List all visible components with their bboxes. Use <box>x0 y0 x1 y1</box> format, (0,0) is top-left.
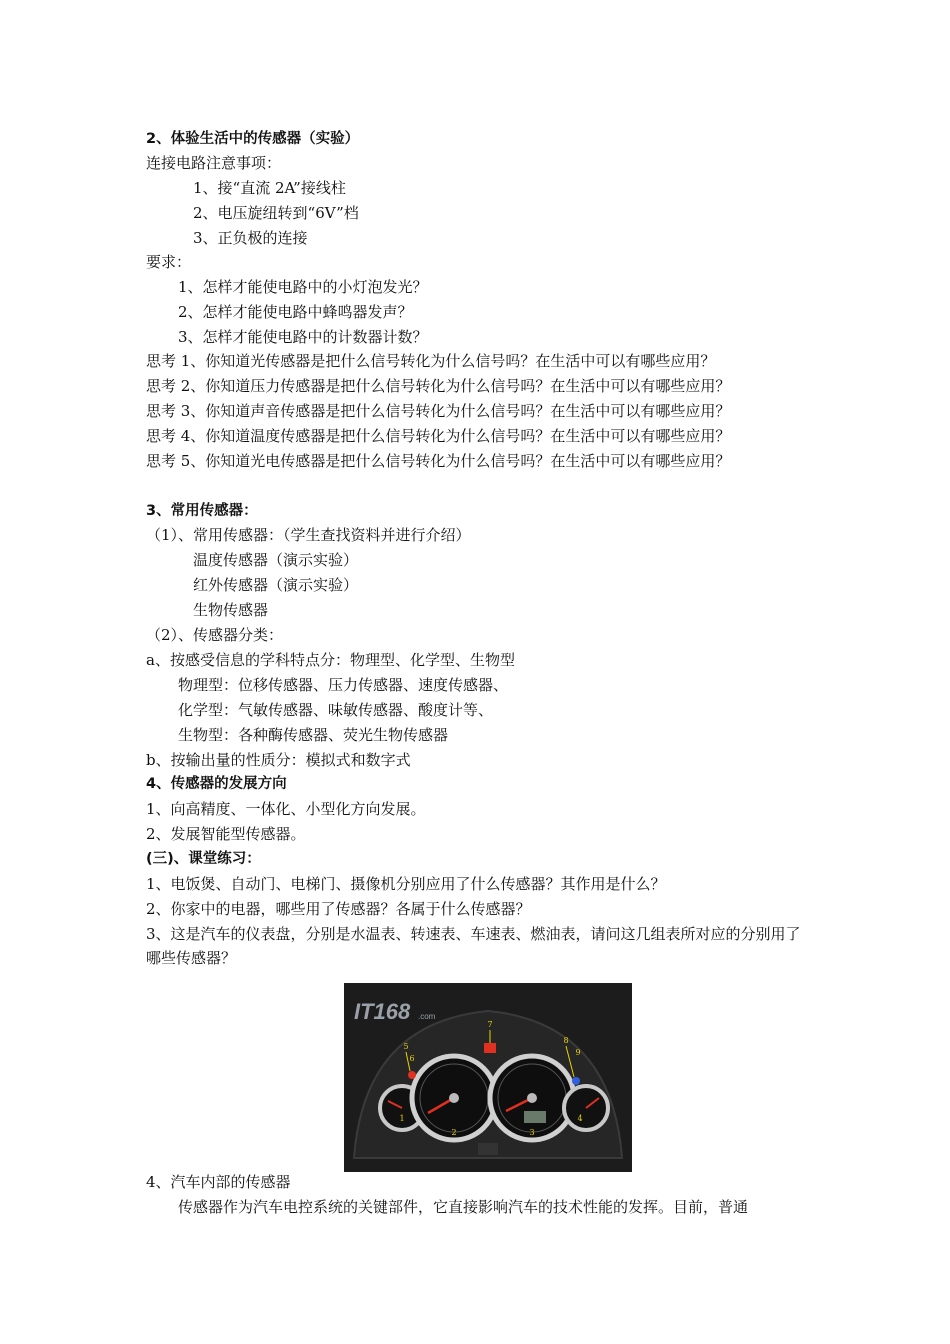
figure-label: 8 <box>563 1036 569 1045</box>
sensor-item: 红外传感器（演示实验） <box>193 576 359 594</box>
dashboard-stub <box>478 1143 498 1155</box>
indicator-light <box>408 1071 416 1079</box>
think-question: 思考 1、你知道光传感器是把什么信号转化为什么信号吗？在生活中可以有哪些应用？ <box>146 352 716 370</box>
exercise-heading: (三)、课堂练习： <box>146 851 261 867</box>
notice-item: 1、接“直流 2A”接线柱 <box>193 179 346 197</box>
section-3-heading: 3、常用传感器： <box>146 503 258 519</box>
think-question: 思考 3、你知道声音传感器是把什么信号转化为什么信号吗？在生活中可以有哪些应用？ <box>146 402 731 420</box>
classification-item: 化学型：气敏传感器、味敏传感器、酸度计等、 <box>178 701 494 719</box>
notice-label: 连接电路注意事项： <box>146 154 282 172</box>
classification-b: b、按输出量的性质分：模拟式和数字式 <box>146 751 411 769</box>
paragraph: 传感器作为汽车电控系统的关键部件，它直接影响汽车的技术性能的发挥。目前，普通 <box>178 1198 749 1216</box>
direction-item: 1、向高精度、一体化、小型化方向发展。 <box>146 800 426 818</box>
sensor-item: 生物传感器 <box>193 601 269 619</box>
section-6-heading: 4、汽车内部的传感器 <box>146 1173 291 1191</box>
direction-item: 2、发展智能型传感器。 <box>146 825 306 843</box>
requirement-item: 1、怎样才能使电路中的小灯泡发光？ <box>178 278 428 296</box>
figure-label: 6 <box>409 1054 415 1063</box>
watermark-sub: .com <box>418 1012 436 1021</box>
exercise-question: 3、这是汽车的仪表盘，分别是水温表、转速表、车速表、燃油表，请问这几组表所对应的分别用了哪些传感器？ <box>146 925 801 967</box>
figure-label: 7 <box>487 1020 493 1029</box>
requirement-item: 3、怎样才能使电路中的计数器计数？ <box>178 328 428 346</box>
think-question: 思考 5、你知道光电传感器是把什么信号转化为什么信号吗？在生活中可以有哪些应用？ <box>146 452 731 470</box>
odometer-display <box>524 1111 546 1123</box>
notice-item: 2、电压旋纽转到“6V”档 <box>193 204 359 222</box>
exercise-question: 1、电饭煲、自动门、电梯门、摄像机分别应用了什么传感器？其作用是什么？ <box>146 875 666 893</box>
notice-item: 3、正负极的连接 <box>193 229 308 247</box>
figure-label: 5 <box>403 1042 409 1051</box>
figure-label: 4 <box>577 1114 583 1123</box>
figure-label: 1 <box>399 1114 405 1123</box>
think-question: 思考 4、你知道温度传感器是把什么信号转化为什么信号吗？在生活中可以有哪些应用？ <box>146 427 731 445</box>
requirement-item: 2、怎样才能使电路中蜂鸣器发声？ <box>178 303 413 321</box>
sensor-item: 温度传感器（演示实验） <box>193 551 359 569</box>
figure-label: 9 <box>575 1048 581 1057</box>
think-question: 思考 2、你知道压力传感器是把什么信号转化为什么信号吗？在生活中可以有哪些应用？ <box>146 377 731 395</box>
section-2-heading: 2、体验生活中的传感器（实验） <box>146 131 360 147</box>
classification-item: 生物型：各种酶传感器、荧光生物传感器 <box>178 726 449 744</box>
subsection-2: （2）、传感器分类： <box>146 626 284 644</box>
dashboard-illustration <box>344 983 632 1172</box>
subsection-1: （1）、常用传感器：（学生查找资料并进行介绍） <box>146 526 471 544</box>
classification-a: a、按感受信息的学科特点分：物理型、化学型、生物型 <box>146 651 515 669</box>
indicator-light <box>572 1077 580 1085</box>
dashboard-image <box>344 983 632 1172</box>
figure-label: 2 <box>451 1128 457 1137</box>
warning-light <box>484 1043 496 1053</box>
section-4-heading: 4、传感器的发展方向 <box>146 776 287 792</box>
figure-label: 3 <box>529 1128 535 1137</box>
classification-item: 物理型：位移传感器、压力传感器、速度传感器、 <box>178 676 509 694</box>
watermark-text: IT168 <box>354 999 411 1024</box>
exercise-question: 2、你家中的电器，哪些用了传感器？各属于什么传感器？ <box>146 900 531 918</box>
requirement-label: 要求： <box>146 253 192 271</box>
